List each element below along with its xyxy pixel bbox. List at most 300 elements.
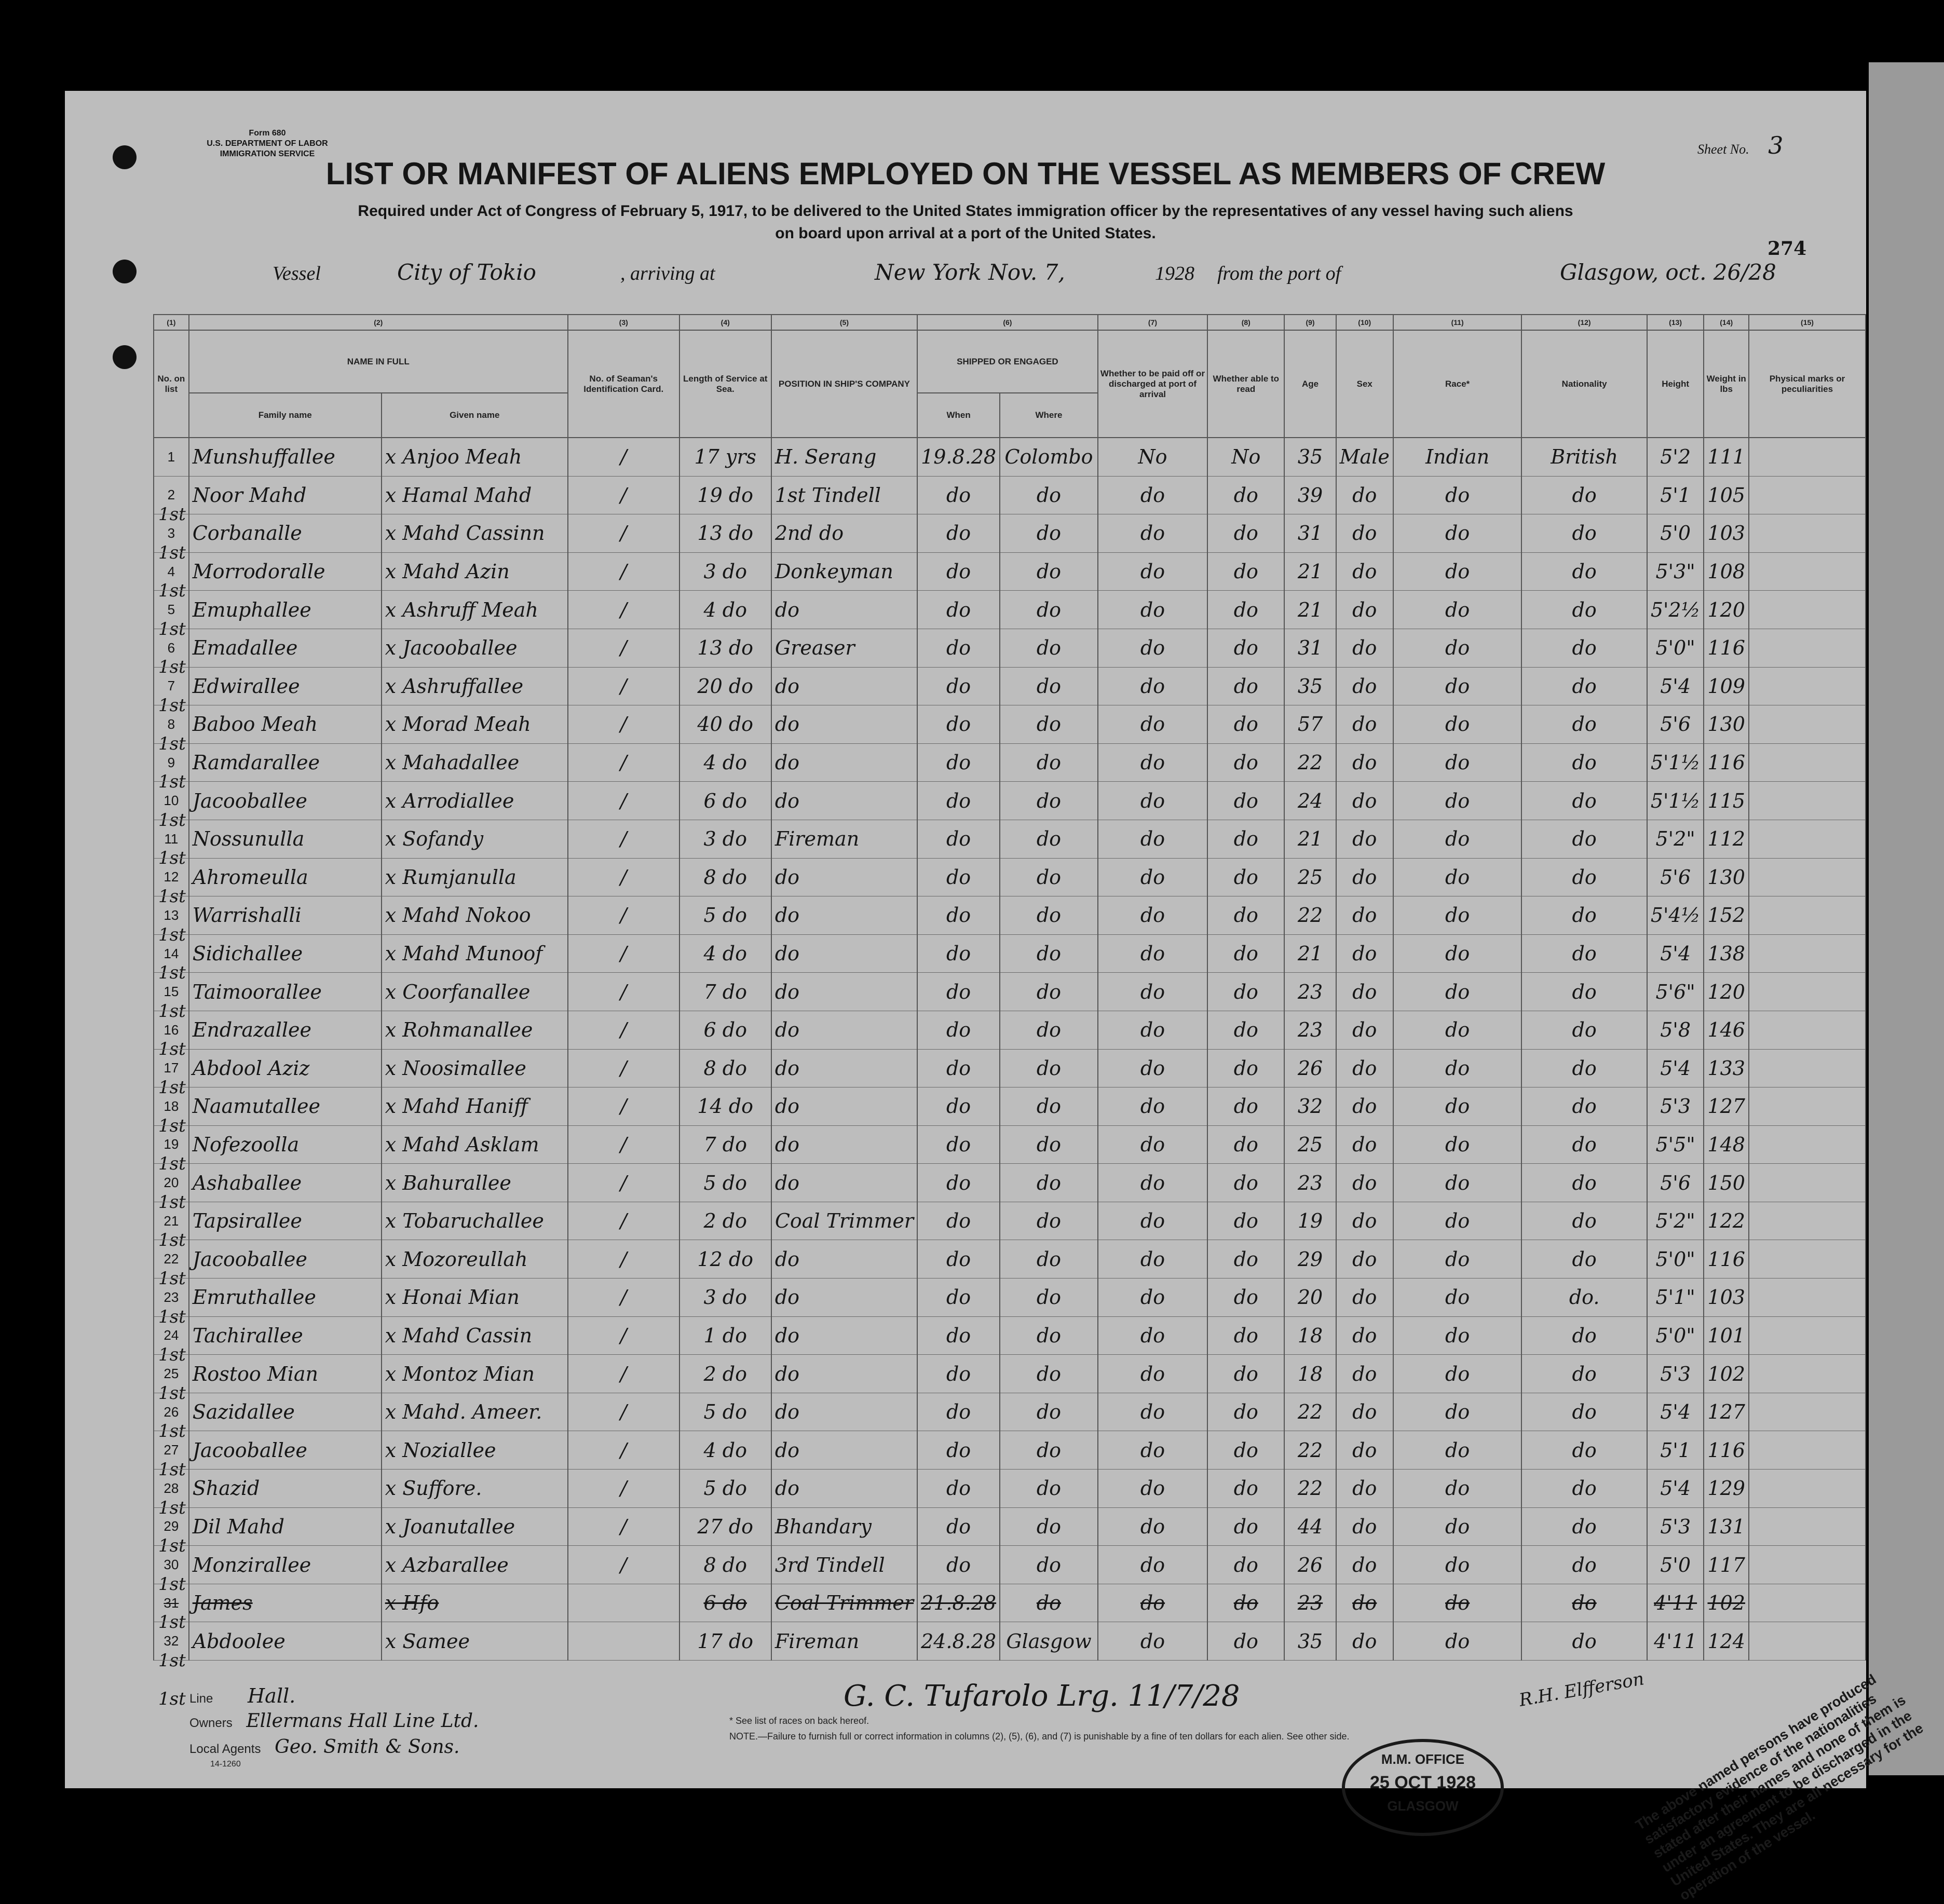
header-when: When bbox=[917, 393, 1000, 438]
cell-able-read: do bbox=[1207, 820, 1284, 858]
cell-position: do bbox=[771, 1240, 917, 1279]
row-mark: 1st bbox=[158, 1077, 186, 1098]
cell-race: do bbox=[1393, 973, 1522, 1011]
cell-age: 22 bbox=[1284, 1470, 1336, 1508]
cell-paid-off: do bbox=[1098, 1393, 1207, 1431]
cell-weight: 109 bbox=[1704, 667, 1749, 705]
cell-shipped-where: do bbox=[1000, 476, 1098, 514]
cell-given-name: x Samee bbox=[382, 1622, 568, 1661]
cell-height: 5'0" bbox=[1647, 1240, 1704, 1279]
penalty-note: NOTE.—Failure to furnish full or correct information in columns (2), (5), (6), and (7) is punishable by a fine of ten dollars for each alien. See other side. bbox=[729, 1731, 1350, 1742]
cell-weight: 103 bbox=[1704, 514, 1749, 553]
cell-shipped-when: do bbox=[917, 1431, 1000, 1470]
header-weight: Weight in lbs bbox=[1704, 330, 1749, 438]
cell-family-name: Morrodoralle bbox=[189, 552, 382, 591]
cell-seaman-card bbox=[568, 1622, 679, 1661]
cell-length-service: 5 do bbox=[679, 1164, 771, 1202]
cell-position: do bbox=[771, 1049, 917, 1087]
cell-length-service: 7 do bbox=[679, 973, 771, 1011]
cell-able-read: do bbox=[1207, 1279, 1284, 1317]
cell-weight: 152 bbox=[1704, 896, 1749, 935]
cell-sex: do bbox=[1336, 896, 1393, 935]
cell-race: do bbox=[1393, 552, 1522, 591]
agents-value: Geo. Smith & Sons. bbox=[275, 1736, 460, 1758]
cell-able-read: do bbox=[1207, 1087, 1284, 1126]
cell-position: do bbox=[771, 1355, 917, 1393]
cell-sex: do bbox=[1336, 514, 1393, 553]
cell-shipped-where: do bbox=[1000, 552, 1098, 591]
cell-physical-marks bbox=[1749, 705, 1866, 744]
cell-height: 5'3 bbox=[1647, 1507, 1704, 1546]
cell-family-name: Munshuffallee bbox=[189, 438, 382, 476]
cell-family-name: Tapsirallee bbox=[189, 1202, 382, 1240]
row-mark: 1st bbox=[158, 1153, 186, 1175]
cell-position: do bbox=[771, 1279, 917, 1317]
cell-length-service: 13 do bbox=[679, 629, 771, 667]
cell-race: do bbox=[1393, 1431, 1522, 1470]
row-mark: 1st bbox=[158, 1306, 186, 1327]
row-mark: 1st bbox=[158, 1535, 186, 1557]
cell-race: do bbox=[1393, 1087, 1522, 1126]
header-paid-off: Whether to be paid off or discharged at port of arrival bbox=[1098, 330, 1207, 438]
cell-shipped-when: 21.8.28 bbox=[917, 1584, 1000, 1622]
cell-given-name: x Mahd Cassin bbox=[382, 1316, 568, 1355]
cell-able-read: do bbox=[1207, 1316, 1284, 1355]
cell-length-service: 17 do bbox=[679, 1622, 771, 1661]
cell-paid-off: do bbox=[1098, 1011, 1207, 1049]
header-no-on-list: No. on list bbox=[154, 330, 189, 438]
cell-nationality: do bbox=[1521, 1164, 1647, 1202]
line-label: Line bbox=[189, 1692, 213, 1706]
cell-shipped-where: do bbox=[1000, 629, 1098, 667]
cell-age: 35 bbox=[1284, 438, 1336, 476]
cell-position: do bbox=[771, 1316, 917, 1355]
cell-able-read: do bbox=[1207, 667, 1284, 705]
cell-paid-off: do bbox=[1098, 1240, 1207, 1279]
cell-paid-off: do bbox=[1098, 858, 1207, 896]
cell-race: do bbox=[1393, 591, 1522, 629]
cell-seaman-card: / bbox=[568, 667, 679, 705]
table-row bbox=[154, 438, 1866, 476]
cell-length-service: 3 do bbox=[679, 820, 771, 858]
table-row bbox=[154, 1011, 1866, 1049]
cell-height: 5'2½ bbox=[1647, 591, 1704, 629]
cell-given-name: x Joanutallee bbox=[382, 1507, 568, 1546]
cell-position: Coal Trimmer bbox=[771, 1584, 917, 1622]
cell-seaman-card: / bbox=[568, 1316, 679, 1355]
crew-manifest-table bbox=[153, 314, 1866, 1661]
page-subtitle-continued: on board upon arrival at a port of the United States. bbox=[775, 225, 1156, 242]
cell-family-name: Noor Mahd bbox=[189, 476, 382, 514]
cell-row-number: 11 bbox=[154, 820, 189, 858]
cell-physical-marks bbox=[1749, 591, 1866, 629]
cell-shipped-where: do bbox=[1000, 1507, 1098, 1546]
cell-age: 26 bbox=[1284, 1546, 1336, 1584]
cell-physical-marks bbox=[1749, 667, 1866, 705]
cell-position: do bbox=[771, 667, 917, 705]
cell-paid-off: do bbox=[1098, 1279, 1207, 1317]
cell-physical-marks bbox=[1749, 782, 1866, 820]
cell-shipped-where: Glasgow bbox=[1000, 1622, 1098, 1661]
cell-family-name: Naamutallee bbox=[189, 1087, 382, 1126]
cell-able-read: do bbox=[1207, 1011, 1284, 1049]
cell-row-number: 20 bbox=[154, 1164, 189, 1202]
cell-physical-marks bbox=[1749, 552, 1866, 591]
cell-paid-off: do bbox=[1098, 1355, 1207, 1393]
cell-seaman-card: / bbox=[568, 782, 679, 820]
col-num-1: (1) bbox=[154, 315, 189, 330]
cell-seaman-card: / bbox=[568, 1240, 679, 1279]
cell-position: do bbox=[771, 591, 917, 629]
row-mark: 1st bbox=[158, 771, 186, 793]
cell-given-name: x Mahd Haniff bbox=[382, 1087, 568, 1126]
cell-given-name: x Noosimallee bbox=[382, 1049, 568, 1087]
cell-physical-marks bbox=[1749, 1011, 1866, 1049]
cell-race: do bbox=[1393, 667, 1522, 705]
cell-seaman-card: / bbox=[568, 1087, 679, 1126]
cell-able-read: do bbox=[1207, 1202, 1284, 1240]
cell-shipped-when: do bbox=[917, 1355, 1000, 1393]
cell-height: 5'4½ bbox=[1647, 896, 1704, 935]
cell-able-read: do bbox=[1207, 476, 1284, 514]
cell-weight: 102 bbox=[1704, 1584, 1749, 1622]
cell-length-service: 5 do bbox=[679, 1393, 771, 1431]
cell-race: do bbox=[1393, 820, 1522, 858]
cell-nationality: do bbox=[1521, 1431, 1647, 1470]
cell-shipped-when: do bbox=[917, 1011, 1000, 1049]
cell-nationality: do bbox=[1521, 1507, 1647, 1546]
cell-given-name: x Ashruffallee bbox=[382, 667, 568, 705]
arrival-port-date: New York Nov. 7, bbox=[875, 260, 1065, 285]
cell-physical-marks bbox=[1749, 1507, 1866, 1546]
cell-position: do bbox=[771, 1011, 917, 1049]
cell-physical-marks bbox=[1749, 1240, 1866, 1279]
row-mark: 1st bbox=[158, 848, 186, 869]
cell-family-name: Emruthallee bbox=[189, 1279, 382, 1317]
cell-paid-off: do bbox=[1098, 1584, 1207, 1622]
cell-race: do bbox=[1393, 1507, 1522, 1546]
cell-family-name: Corbanalle bbox=[189, 514, 382, 553]
cell-nationality: do bbox=[1521, 934, 1647, 973]
cell-height: 5'0 bbox=[1647, 1546, 1704, 1584]
cell-paid-off: do bbox=[1098, 820, 1207, 858]
page-subtitle: Required under Act of Congress of February 5, 1917, to be delivered to the United States immigration officer by the representatives of any vessel having such aliens bbox=[358, 202, 1573, 220]
cell-physical-marks bbox=[1749, 896, 1866, 935]
cell-family-name: Ramdarallee bbox=[189, 743, 382, 782]
cell-sex: do bbox=[1336, 552, 1393, 591]
cell-sex: do bbox=[1336, 743, 1393, 782]
row-mark: 1st bbox=[158, 1612, 186, 1633]
cell-height: 5'2" bbox=[1647, 820, 1704, 858]
cell-seaman-card: / bbox=[568, 820, 679, 858]
cell-paid-off: do bbox=[1098, 1622, 1207, 1661]
cell-race: do bbox=[1393, 476, 1522, 514]
cell-shipped-when: do bbox=[917, 1164, 1000, 1202]
cell-shipped-when: do bbox=[917, 1049, 1000, 1087]
cell-physical-marks bbox=[1749, 1164, 1866, 1202]
cell-seaman-card: / bbox=[568, 858, 679, 896]
col-num-13: (13) bbox=[1647, 315, 1704, 330]
table-row bbox=[154, 782, 1866, 820]
cell-race: do bbox=[1393, 1393, 1522, 1431]
cell-family-name: Endrazallee bbox=[189, 1011, 382, 1049]
cell-able-read: do bbox=[1207, 1355, 1284, 1393]
cell-paid-off: do bbox=[1098, 476, 1207, 514]
cell-length-service: 4 do bbox=[679, 743, 771, 782]
cell-paid-off: do bbox=[1098, 1125, 1207, 1164]
cell-family-name: Sidichallee bbox=[189, 934, 382, 973]
cell-shipped-where: do bbox=[1000, 667, 1098, 705]
cell-paid-off: do bbox=[1098, 1470, 1207, 1508]
table-row bbox=[154, 629, 1866, 667]
cell-seaman-card: / bbox=[568, 514, 679, 553]
cell-shipped-when: do bbox=[917, 973, 1000, 1011]
cell-shipped-when: 24.8.28 bbox=[917, 1622, 1000, 1661]
cell-weight: 116 bbox=[1704, 1431, 1749, 1470]
cell-family-name: Abdool Aziz bbox=[189, 1049, 382, 1087]
cell-height: 5'3 bbox=[1647, 1087, 1704, 1126]
agents-field bbox=[189, 1736, 459, 1758]
cell-shipped-when: do bbox=[917, 1087, 1000, 1126]
cell-family-name: Nossunulla bbox=[189, 820, 382, 858]
cell-paid-off: do bbox=[1098, 896, 1207, 935]
cell-weight: 116 bbox=[1704, 1240, 1749, 1279]
cell-nationality: do bbox=[1521, 743, 1647, 782]
cell-weight: 124 bbox=[1704, 1622, 1749, 1661]
cell-position: 1st Tindell bbox=[771, 476, 917, 514]
row-mark: 1st bbox=[158, 1459, 186, 1480]
row-mark: 1st bbox=[158, 1497, 186, 1518]
col-num-14: (14) bbox=[1704, 315, 1749, 330]
cell-given-name: x Rohmanallee bbox=[382, 1011, 568, 1049]
cell-sex: do bbox=[1336, 1279, 1393, 1317]
cell-position: do bbox=[771, 1164, 917, 1202]
cell-height: 5'1" bbox=[1647, 1279, 1704, 1317]
cell-weight: 148 bbox=[1704, 1125, 1749, 1164]
agents-label: Local Agents bbox=[189, 1742, 261, 1756]
cell-shipped-where: do bbox=[1000, 1125, 1098, 1164]
cell-able-read: do bbox=[1207, 1507, 1284, 1546]
cell-length-service: 4 do bbox=[679, 934, 771, 973]
cell-sex: do bbox=[1336, 973, 1393, 1011]
cell-shipped-when: do bbox=[917, 820, 1000, 858]
cell-given-name: x Mozoreullah bbox=[382, 1240, 568, 1279]
cell-seaman-card: / bbox=[568, 476, 679, 514]
cell-row-number: 2 bbox=[154, 476, 189, 514]
cell-seaman-card: / bbox=[568, 1431, 679, 1470]
cell-physical-marks bbox=[1749, 1355, 1866, 1393]
table-row bbox=[154, 1087, 1866, 1126]
cell-position: H. Serang bbox=[771, 438, 917, 476]
cell-physical-marks bbox=[1749, 1202, 1866, 1240]
vessel-label: Vessel bbox=[273, 263, 321, 284]
cell-nationality: do bbox=[1521, 1011, 1647, 1049]
cell-length-service: 5 do bbox=[679, 1470, 771, 1508]
cell-race: do bbox=[1393, 1584, 1522, 1622]
cell-sex: do bbox=[1336, 1011, 1393, 1049]
cell-weight: 127 bbox=[1704, 1393, 1749, 1431]
cell-seaman-card: / bbox=[568, 1125, 679, 1164]
cell-physical-marks bbox=[1749, 743, 1866, 782]
cell-given-name: x Mahd Azin bbox=[382, 552, 568, 591]
table-row bbox=[154, 1164, 1866, 1202]
cell-given-name: x Suffore. bbox=[382, 1470, 568, 1508]
cell-given-name: x Arrodiallee bbox=[382, 782, 568, 820]
row-mark: 1st bbox=[158, 962, 186, 984]
cell-row-number: 21 bbox=[154, 1202, 189, 1240]
cell-nationality: do bbox=[1521, 1622, 1647, 1661]
col-num-3: (3) bbox=[568, 315, 679, 330]
cell-height: 5'1 bbox=[1647, 1431, 1704, 1470]
cell-row-number: 3 bbox=[154, 514, 189, 553]
header-where: Where bbox=[1000, 393, 1098, 438]
cell-family-name: Taimoorallee bbox=[189, 973, 382, 1011]
table-row bbox=[154, 1584, 1866, 1622]
cell-row-number: 32 bbox=[154, 1622, 189, 1661]
cell-sex: do bbox=[1336, 1507, 1393, 1546]
row-mark: 1st bbox=[158, 1039, 186, 1060]
cell-given-name: x Mahadallee bbox=[382, 743, 568, 782]
cell-shipped-when: do bbox=[917, 1507, 1000, 1546]
cell-paid-off: do bbox=[1098, 514, 1207, 553]
cell-length-service: 4 do bbox=[679, 1431, 771, 1470]
table-row bbox=[154, 476, 1866, 514]
cell-paid-off: do bbox=[1098, 552, 1207, 591]
cell-shipped-where: do bbox=[1000, 934, 1098, 973]
cell-sex: Male bbox=[1336, 438, 1393, 476]
cell-weight: 150 bbox=[1704, 1164, 1749, 1202]
cell-shipped-where: do bbox=[1000, 973, 1098, 1011]
cell-shipped-when: do bbox=[917, 1279, 1000, 1317]
cell-height: 5'2" bbox=[1647, 1202, 1704, 1240]
cell-height: 5'3" bbox=[1647, 552, 1704, 591]
cell-given-name: x Sofandy bbox=[382, 820, 568, 858]
cell-able-read: do bbox=[1207, 934, 1284, 973]
table-row bbox=[154, 973, 1866, 1011]
cell-shipped-where: Colombo bbox=[1000, 438, 1098, 476]
cell-shipped-when: do bbox=[917, 591, 1000, 629]
row-mark: 1st bbox=[158, 1230, 186, 1251]
cell-shipped-when: do bbox=[917, 476, 1000, 514]
cell-age: 20 bbox=[1284, 1279, 1336, 1317]
table-row bbox=[154, 743, 1866, 782]
cell-family-name: Nofezoolla bbox=[189, 1125, 382, 1164]
cell-paid-off: do bbox=[1098, 1202, 1207, 1240]
cell-family-name: Emuphallee bbox=[189, 591, 382, 629]
service-name: IMMIGRATION SERVICE bbox=[220, 149, 315, 158]
header-age: Age bbox=[1284, 330, 1336, 438]
cell-length-service: 4 do bbox=[679, 591, 771, 629]
cell-age: 23 bbox=[1284, 1584, 1336, 1622]
cell-seaman-card: / bbox=[568, 1202, 679, 1240]
cell-able-read: do bbox=[1207, 1125, 1284, 1164]
cell-weight: 105 bbox=[1704, 476, 1749, 514]
cell-row-number: 12 bbox=[154, 858, 189, 896]
cell-shipped-when: do bbox=[917, 1240, 1000, 1279]
cell-position: Greaser bbox=[771, 629, 917, 667]
cell-length-service: 40 do bbox=[679, 705, 771, 744]
cell-physical-marks bbox=[1749, 1584, 1866, 1622]
cell-height: 5'8 bbox=[1647, 1011, 1704, 1049]
from-port-label: from the port of bbox=[1217, 263, 1341, 284]
cell-given-name: x Mahd Cassinn bbox=[382, 514, 568, 553]
cell-race: do bbox=[1393, 782, 1522, 820]
cell-nationality: do bbox=[1521, 782, 1647, 820]
cell-age: 24 bbox=[1284, 782, 1336, 820]
cell-weight: 116 bbox=[1704, 743, 1749, 782]
cell-given-name: x Azbarallee bbox=[382, 1546, 568, 1584]
cell-sex: do bbox=[1336, 782, 1393, 820]
cell-length-service: 8 do bbox=[679, 1546, 771, 1584]
row-mark: 1st bbox=[158, 1115, 186, 1136]
cell-able-read: do bbox=[1207, 705, 1284, 744]
cell-row-number: 31 bbox=[154, 1584, 189, 1622]
cell-nationality: do bbox=[1521, 896, 1647, 935]
cell-position: do bbox=[771, 896, 917, 935]
cell-shipped-where: do bbox=[1000, 743, 1098, 782]
cell-sex: do bbox=[1336, 934, 1393, 973]
cell-height: 5'6" bbox=[1647, 973, 1704, 1011]
cell-family-name: Shazid bbox=[189, 1470, 382, 1508]
cell-family-name: Rostoo Mian bbox=[189, 1355, 382, 1393]
cell-row-number: 10 bbox=[154, 782, 189, 820]
header-height: Height bbox=[1647, 330, 1704, 438]
cell-given-name: x Coorfanallee bbox=[382, 973, 568, 1011]
cell-shipped-where: do bbox=[1000, 1393, 1098, 1431]
cell-shipped-when: do bbox=[917, 552, 1000, 591]
row-mark: 1st bbox=[158, 542, 186, 563]
cell-weight: 111 bbox=[1704, 438, 1749, 476]
cell-seaman-card: / bbox=[568, 743, 679, 782]
cell-given-name: x Montoz Mian bbox=[382, 1355, 568, 1393]
cell-height: 5'1½ bbox=[1647, 743, 1704, 782]
cell-race: do bbox=[1393, 629, 1522, 667]
row-mark: 1st bbox=[158, 886, 186, 907]
cell-age: 31 bbox=[1284, 514, 1336, 553]
cell-physical-marks bbox=[1749, 1622, 1866, 1661]
cell-shipped-when: do bbox=[917, 514, 1000, 553]
cell-weight: 138 bbox=[1704, 934, 1749, 973]
cell-able-read: do bbox=[1207, 1164, 1284, 1202]
row-mark: 1st bbox=[158, 733, 186, 754]
inspector-initials: R.H. Elfferson bbox=[1517, 1668, 1646, 1711]
cell-shipped-when: do bbox=[917, 705, 1000, 744]
cell-weight: 103 bbox=[1704, 1279, 1749, 1317]
table-row bbox=[154, 1622, 1866, 1661]
cell-row-number: 28 bbox=[154, 1470, 189, 1508]
cell-nationality: do bbox=[1521, 1240, 1647, 1279]
officer-signature: G. C. Tufarolo Lrg. 11/7/28 bbox=[844, 1679, 1240, 1713]
cell-seaman-card: / bbox=[568, 1546, 679, 1584]
cell-race: do bbox=[1393, 743, 1522, 782]
cell-row-number: 30 bbox=[154, 1546, 189, 1584]
cell-position: do bbox=[771, 705, 917, 744]
cell-family-name: Warrishalli bbox=[189, 896, 382, 935]
cell-able-read: do bbox=[1207, 1431, 1284, 1470]
cell-shipped-when: do bbox=[917, 1316, 1000, 1355]
cell-physical-marks bbox=[1749, 1049, 1866, 1087]
cell-able-read: do bbox=[1207, 629, 1284, 667]
department-name: U.S. DEPARTMENT OF LABOR bbox=[207, 139, 328, 148]
cell-shipped-where: do bbox=[1000, 1011, 1098, 1049]
cell-given-name: x Mahd. Ameer. bbox=[382, 1393, 568, 1431]
header-seaman-card: No. of Seaman's Identification Card. bbox=[568, 330, 679, 438]
row-mark: 1st bbox=[158, 1650, 186, 1671]
cell-row-number: 15 bbox=[154, 973, 189, 1011]
cell-age: 21 bbox=[1284, 552, 1336, 591]
punch-hole bbox=[113, 345, 137, 369]
cell-shipped-where: do bbox=[1000, 1584, 1098, 1622]
